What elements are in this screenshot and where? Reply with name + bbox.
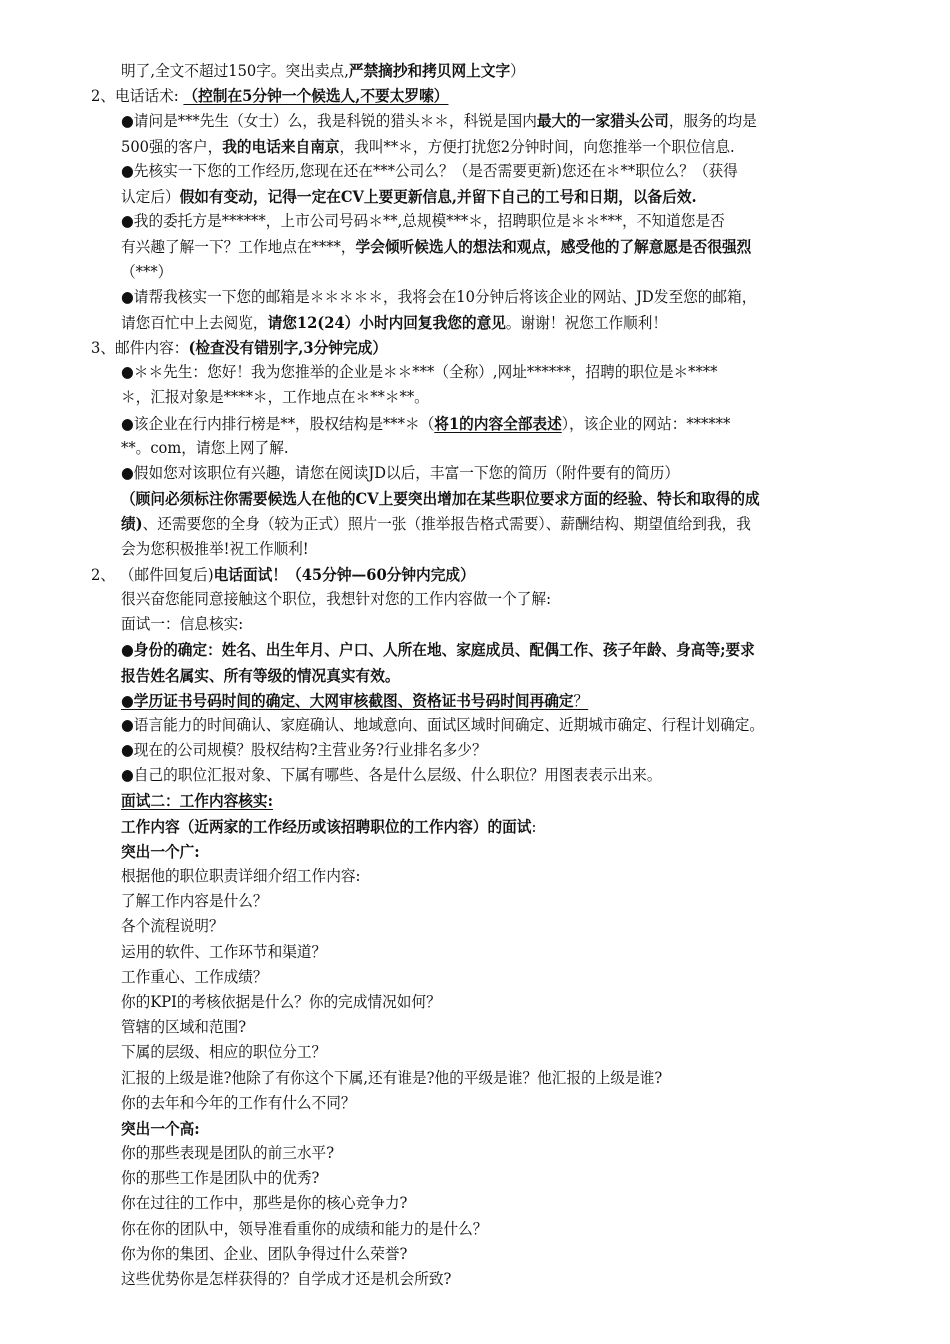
text-line xyxy=(0,1217,950,1242)
text-line xyxy=(0,159,950,184)
text-segment: 。谢谢！祝您工作顺利！ xyxy=(505,313,668,332)
text-segment: 各个流程说明？ xyxy=(121,917,224,936)
text-segment: ●请帮我核实一下您的邮箱是＊＊＊＊＊，我将会在10分钟后将该企业的网站、JD发至您的邮箱， xyxy=(121,287,757,306)
text-line xyxy=(0,1242,950,1267)
text-line xyxy=(0,335,950,360)
text-segment: 你在过往的工作中，那些是你的核心竞争力? xyxy=(121,1194,408,1213)
text-segment: 2、电话话术: xyxy=(91,87,184,106)
text-segment: 2、 （邮件回复后) xyxy=(91,565,214,584)
text-line xyxy=(0,58,950,83)
bold-text: (检查没有错别字,3分钟完成） xyxy=(188,338,388,358)
text-line xyxy=(0,537,950,562)
text-line xyxy=(0,385,950,410)
text-line xyxy=(0,738,950,763)
text-line xyxy=(0,184,950,209)
bold-text: 报告姓名属实、所有等级的情况真实有效。 xyxy=(121,665,400,685)
text-segment: 你的去年和今年的工作有什么不同？ xyxy=(121,1093,356,1112)
text-line xyxy=(0,587,950,612)
text-segment: ●请问是***先生（女士）么，我是科锐的猎头＊＊，科锐是国内 xyxy=(121,112,537,131)
text-segment: 了解工作内容是什么？ xyxy=(121,892,268,911)
text-line xyxy=(0,839,950,864)
text-line xyxy=(0,763,950,788)
bold-text: 假如有变动，记得一定在CV上要更新信息,并留下自己的工号和日期，以备后效. xyxy=(179,186,697,206)
bold-text: （顾问必须标注你需要候选人在他的CV上要突出增加在某些职位要求方面的经验、特长和取得的成 xyxy=(121,489,760,509)
bold-text: 学会倾听候选人的想法和观点，感受他的了解意愿是否很强烈 xyxy=(355,237,752,257)
text-line xyxy=(0,360,950,385)
bold-text: （控制在5分钟一个候选人,不要太罗嗦） xyxy=(183,86,449,106)
text-line xyxy=(0,612,950,637)
text-segment: 面试一：信息核实: xyxy=(121,615,244,634)
text-line xyxy=(0,814,950,839)
text-line xyxy=(0,436,950,461)
bold-text: 工作内容（近两家的工作经历或该招聘职位的工作内容）的面试 xyxy=(121,816,532,836)
text-segment: ●现在的公司规模？股权结构?主营业务?行业排名多少？ xyxy=(121,741,487,760)
bold-text: ●学历证书号码时间的确定、大网审核截图、资格证书号码时间再确定 xyxy=(121,690,574,710)
bold-text: 将1的内容全部表述 xyxy=(434,413,562,433)
text-line xyxy=(0,688,950,713)
text-line xyxy=(0,788,950,813)
text-segment: ），该企业的网站：****** xyxy=(561,414,731,433)
text-line xyxy=(0,83,950,108)
text-segment: 根据他的职位职责详细介绍工作内容: xyxy=(121,867,361,885)
text-segment: 下属的层级、相应的职位分工？ xyxy=(121,1043,327,1062)
text-line xyxy=(0,134,950,159)
text-line xyxy=(0,1040,950,1065)
text-segment: 很兴奋您能同意接触这个职位，我想针对您的工作内容做一个了解: xyxy=(121,589,552,608)
bold-text: 绩) xyxy=(121,514,143,534)
text-line xyxy=(0,940,950,965)
text-line xyxy=(0,1166,950,1191)
text-line xyxy=(0,234,950,259)
text-line xyxy=(0,108,950,133)
text-segment: ＊，汇报对象是****＊，工作地点在＊**＊**。 xyxy=(121,388,429,407)
text-segment: 有兴趣了解一下？工作地点在****， xyxy=(121,238,356,257)
text-segment: ●语言能力的时间确认、家庭确认、地域意向、面试区域时间确定、近期城市确定、行程计划确定。 xyxy=(121,715,765,734)
text-segment: **。com，请您上网了解. xyxy=(121,438,289,457)
text-line xyxy=(0,1191,950,1216)
bold-text: 我的电话来自南京 xyxy=(222,136,340,156)
text-segment: ●假如您对该职位有兴趣，请您在阅读JD以后，丰富一下您的简历（附件要有的简历） xyxy=(121,464,680,482)
bold-text: 最大的一家猎头公司 xyxy=(536,111,669,131)
text-line xyxy=(0,637,950,662)
text-line xyxy=(0,990,950,1015)
bold-text: 请您12(24）小时内回复我您的意见 xyxy=(267,312,506,332)
text-line xyxy=(0,511,950,536)
text-segment: （***） xyxy=(121,262,173,281)
text-segment: 汇报的上级是谁?他除了有你这个下属,还有谁是?他的平级是谁？他汇报的上级是谁? xyxy=(121,1068,663,1087)
text-line xyxy=(0,1141,950,1166)
text-segment: 你的KPI的考核依据是什么？你的完成情况如何？ xyxy=(121,992,441,1011)
text-line xyxy=(0,486,950,511)
bold-text: 严禁摘抄和拷贝网上文字 xyxy=(348,61,511,80)
text-segment: 会为您积极推举!祝工作顺利! xyxy=(121,539,309,558)
text-segment: ，我叫**＊，方便打扰您2分钟时间，向您推举一个职位信息. xyxy=(339,137,735,156)
text-segment: 你在你的团队中，领导准看重你的成绩和能力的是什么？ xyxy=(121,1219,488,1238)
text-line xyxy=(0,260,950,285)
text-segment: ●＊＊先生：您好！我为您推举的企业是＊＊***（全称）,网址******，招聘的职位是＊**** xyxy=(121,363,718,382)
text-segment: 运用的软件、工作环节和渠道？ xyxy=(121,942,327,961)
text-segment: ？ xyxy=(573,691,589,710)
text-line xyxy=(0,310,950,335)
text-segment: 工作重心、工作成绩？ xyxy=(121,967,268,986)
bold-text: 电话面试！（45分钟—60分钟内完成） xyxy=(213,564,475,584)
bold-text: 面试二：工作内容核实: xyxy=(121,791,274,811)
text-segment: 管辖的区域和范围? xyxy=(121,1018,247,1037)
text-segment: 明了,全文不超过150字。突出卖点, xyxy=(121,62,349,80)
text-line xyxy=(0,411,950,436)
text-segment: ●自己的职位汇报对象、下属有哪些、各是什么层级、什么职位？用图表表示出来。 xyxy=(121,766,662,785)
text-segment: 、还需要您的全身（较为正式）照片一张（推举报告格式需要）、薪酬结构、期望值给到我，我 xyxy=(142,515,751,534)
text-segment: 认定后） xyxy=(121,187,180,206)
text-segment: 你的那些工作是团队中的优秀? xyxy=(121,1169,320,1188)
text-segment: ●我的委托方是******，上市公司号码＊**,总规模***＊，招聘职位是＊＊***，不知道您是否 xyxy=(121,212,725,231)
text-line xyxy=(0,1091,950,1116)
text-line xyxy=(0,965,950,990)
bold-text: 突出一个高: xyxy=(121,1118,200,1138)
text-segment: ） xyxy=(510,62,525,80)
text-line xyxy=(0,1267,950,1292)
text-line xyxy=(0,914,950,939)
text-segment: ，服务的均是 xyxy=(668,112,757,131)
bold-text: 突出一个广: xyxy=(121,841,200,861)
text-segment: 3、邮件内容： xyxy=(91,339,189,358)
text-line xyxy=(0,1015,950,1040)
text-segment: 500强的客户， xyxy=(121,137,223,156)
text-segment: 你的那些表现是团队的前三水平? xyxy=(121,1144,335,1163)
bold-text: ●身份的确定：姓名、出生年月、户口、人所在地、家庭成员、配偶工作、孩子年龄、身高等;要求 xyxy=(121,640,755,660)
text-line xyxy=(0,209,950,234)
text-segment: 你为你的集团、企业、团队争得过什么荣誉? xyxy=(121,1244,408,1263)
text-line xyxy=(0,864,950,889)
document-page xyxy=(0,58,950,1292)
text-segment: : xyxy=(531,817,537,836)
text-segment: 请您百忙中上去阅览， xyxy=(121,313,268,332)
text-line xyxy=(0,562,950,587)
text-segment: 这些优势你是怎样获得的？自学成才还是机会所致? xyxy=(121,1270,452,1288)
text-line xyxy=(0,1116,950,1141)
text-line xyxy=(0,285,950,310)
text-line xyxy=(0,663,950,688)
text-line xyxy=(0,889,950,914)
text-segment: ●该企业在行内排行榜是**，股权结构是***＊（ xyxy=(121,414,435,433)
text-line xyxy=(0,461,950,486)
text-line xyxy=(0,713,950,738)
text-line xyxy=(0,1066,950,1091)
text-segment: ●先核实一下您的工作经历,您现在还在***公司么？（是否需要更新)您还在＊**职位么？（获得 xyxy=(121,161,738,180)
